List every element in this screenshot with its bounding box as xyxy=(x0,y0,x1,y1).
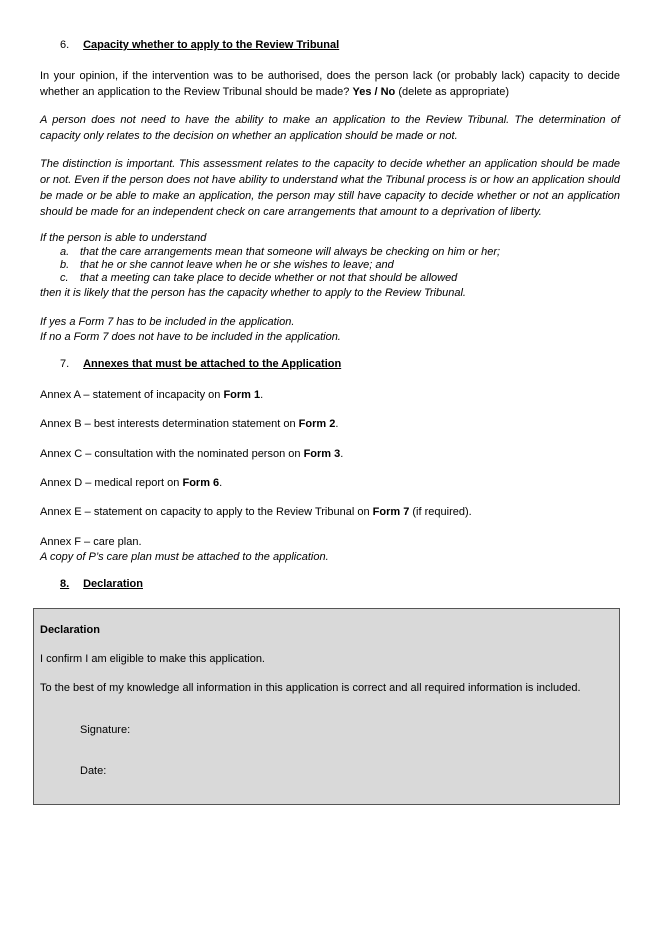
annex-text: Annex D – medical report on xyxy=(40,477,183,489)
annex-suffix: . xyxy=(340,448,344,460)
annex-c xyxy=(40,446,620,462)
section-title: Declaration xyxy=(83,578,143,590)
annex-suffix: (if required). xyxy=(409,506,472,518)
list-letter: a. xyxy=(60,246,70,258)
annex-form: Form 3 xyxy=(303,448,341,460)
section-title: Capacity whether to apply to the Review Tribunal xyxy=(83,39,340,51)
section-number: 6. xyxy=(60,39,70,51)
form7-no-note: If no a Form 7 does not have to be included in the application. xyxy=(40,331,341,343)
annex-text: Annex A – statement of incapacity on xyxy=(40,389,224,401)
list-item xyxy=(60,259,620,272)
form7-yes-note: If yes a Form 7 has to be included in the application. xyxy=(40,316,295,328)
question-text: In your opinion, if the intervention was to be authorised, does the person lack (or probably lack) capacity to decide whether an application to the Review Tribunal should be made? xyxy=(40,70,620,98)
understanding-list xyxy=(60,246,620,285)
section-number: 7. xyxy=(60,358,70,370)
list-letter: b. xyxy=(60,259,70,271)
list-letter: c. xyxy=(60,272,69,284)
note-distinction: The distinction is important. This assessment relates to the capacity to decide whether an application should be made or not. Even if the person does not have ability to understand what the Tribunal process is or how an application should be made or be able to make an application, the person may still have capacity to decide whether or not an application should be made for an independent check on care arrangements that amount to a deprivation of liberty. xyxy=(40,158,620,218)
annex-b xyxy=(40,416,620,432)
declaration-heading: Declaration xyxy=(40,624,100,636)
section-title: Annexes that must be attached to the Application xyxy=(83,358,342,370)
annex-suffix: . xyxy=(219,477,223,489)
annex-form: Form 1 xyxy=(223,389,261,401)
annex-form: Form 6 xyxy=(182,477,220,489)
section-7-heading xyxy=(60,358,341,370)
section-6-heading xyxy=(60,39,339,51)
declaration-box xyxy=(33,608,620,805)
section-8-heading xyxy=(60,578,143,590)
note-ability: A person does not need to have the ability to make an application to the Review Tribunal. The determination of capacity only relates to the decision on whether an application should be made or not. xyxy=(40,114,620,142)
annex-form: Form 2 xyxy=(298,418,336,430)
list-item xyxy=(60,272,620,285)
date-label: Date: xyxy=(80,765,107,777)
eligibility-statement: I confirm I am eligible to make this application. xyxy=(40,653,265,665)
list-item xyxy=(60,246,620,259)
section-number: 8. xyxy=(60,578,70,590)
annex-e xyxy=(40,504,620,520)
annex-f-note: A copy of P’s care plan must be attached to the application. xyxy=(40,551,329,563)
annex-text: Annex C – consultation with the nominated person on xyxy=(40,448,304,460)
annex-suffix: . xyxy=(335,418,339,430)
annex-suffix: . xyxy=(260,389,264,401)
annex-a xyxy=(40,387,620,403)
capacity-question xyxy=(40,68,620,100)
correctness-statement: To the best of my knowledge all information in this application is correct and all required information is included. xyxy=(40,682,581,694)
annex-f: Annex F – care plan. xyxy=(40,536,142,548)
annex-text: Annex E – statement on capacity to apply to the Review Tribunal on xyxy=(40,506,373,518)
yes-no-options: Yes / No xyxy=(352,86,396,98)
annex-text: Annex B – best interests determination statement on xyxy=(40,418,299,430)
list-conclusion: then it is likely that the person has the capacity whether to apply to the Review Tribunal. xyxy=(40,287,466,299)
list-text: that the care arrangements mean that someone will always be checking on him or her; xyxy=(80,246,501,258)
question-note: (delete as appropriate) xyxy=(398,86,510,98)
annex-d xyxy=(40,475,620,491)
list-text: that he or she cannot leave when he or she wishes to leave; and xyxy=(80,259,394,271)
signature-label: Signature: xyxy=(80,724,131,736)
list-intro: If the person is able to understand xyxy=(40,232,207,244)
annex-form: Form 7 xyxy=(372,506,410,518)
list-text: that a meeting can take place to decide whether or not that should be allowed xyxy=(80,272,458,284)
